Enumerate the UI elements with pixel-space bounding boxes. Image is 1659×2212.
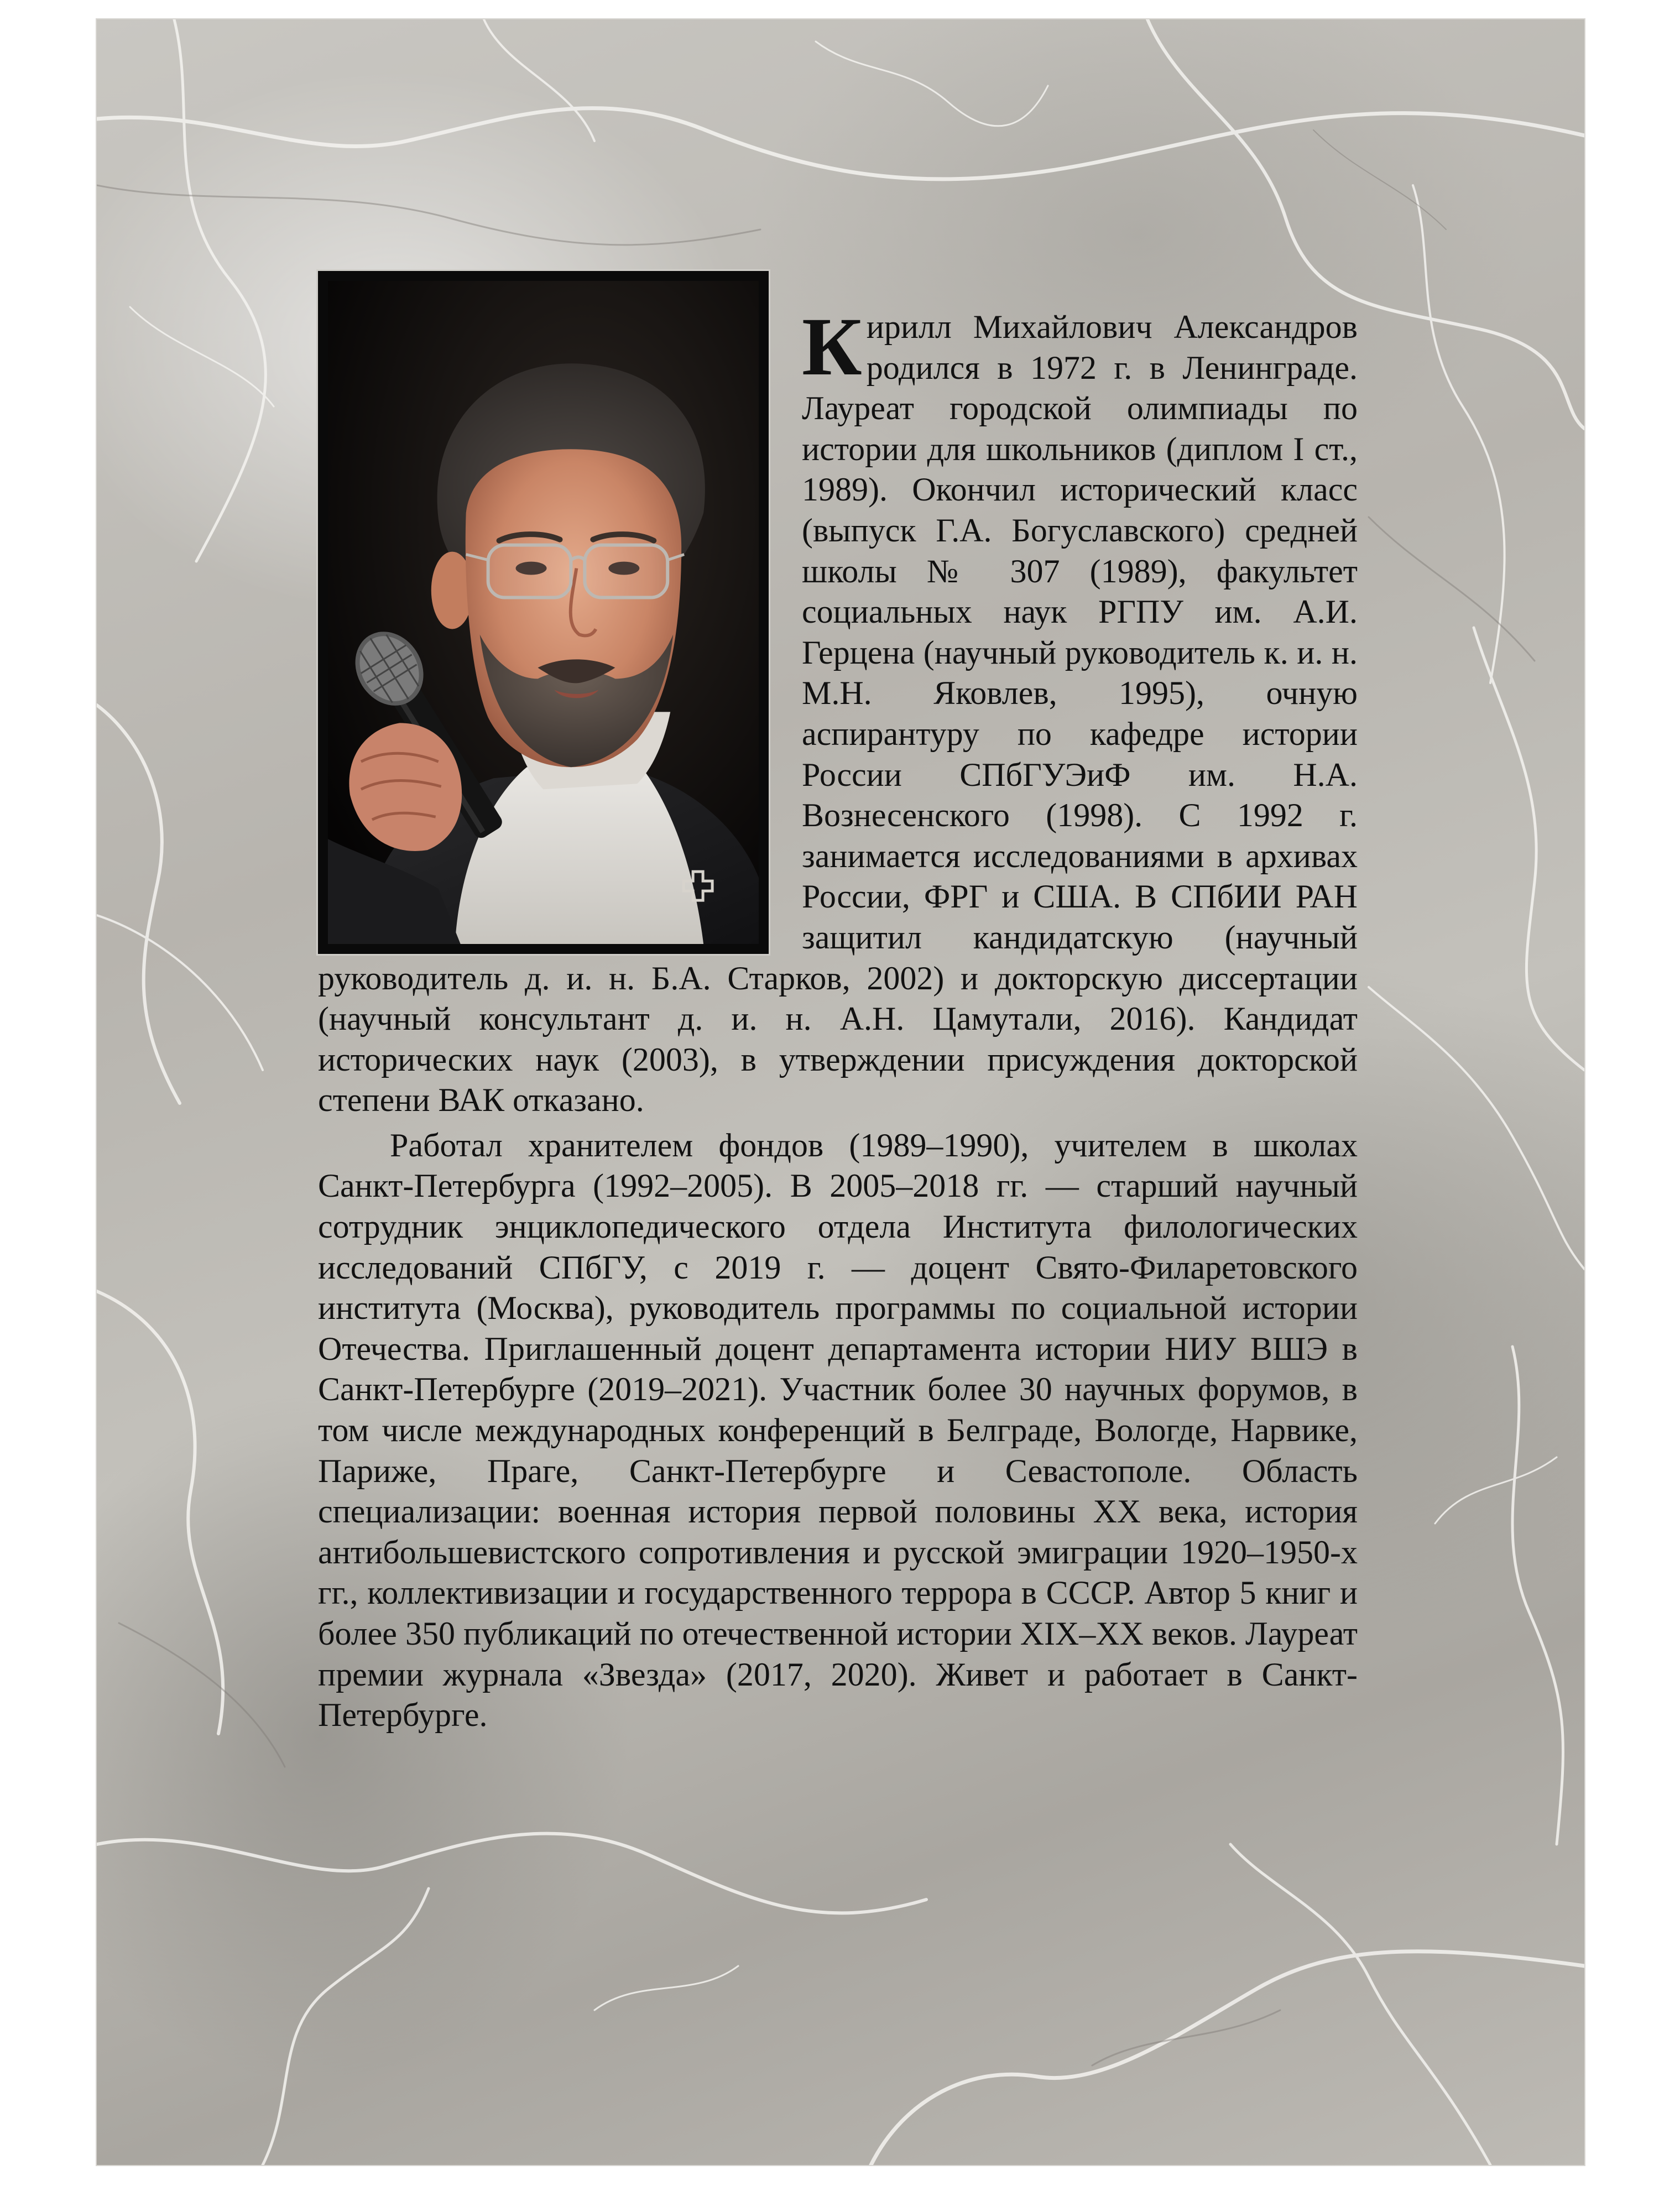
back-cover bbox=[97, 19, 1584, 2165]
bio-paragraph-1-text: ирилл Михайлович Александров родился в 1972 г. в Ленинграде. Лауреат городской олимпиады по истории для школьников (диплом I ст., 1989). Окончил исторический класс (выпуск Г.А. Богуславского) средней школы № 307 (1989), факультет социальных наук РГПУ им. А.И. Герцена (научный руководитель к. и. н. М.Н. Яковлев, 1995), очную аспирантуру по кафедре истории России СПбГУЭиФ им. Н.А. Вознесенского (1998). С 1992 г. занимается исследованиями в архивах России, ФРГ и США. В СПбИИ РАН защитил кандидатскую (научный руководитель д. и. н. Б.А. Старков, 2002) и докторскую диссертации (научный консультант д. и. н. А.Н. Цамутали, 2016). Кандидат исторических наук (2003), в утверждении присуждения докторской степени ВАК отказано. bbox=[318, 309, 1358, 1119]
bio-paragraph-2: Работал хранителем фондов (1989–1990), учителем в школах Санкт-Петербурга (1992–2005). В 2005–2018 гг. — старший научный сотрудник энциклопедического отдела Института филологических исследований СПбГУ, с 2019 г. — доцент Свято-Филаретовского института (Москва), руководитель программы по социальной истории Отечества. Приглашенный доцент департамента истории НИУ ВШЭ в Санкт-Петербурге (2019–2021). Участник более 30 научных форумов, в том числе международных конференций в Белграде, Вологде, Нарвике, Париже, Праге, Санкт-Петербурге и Севастополе. Область специализации: военная история первой половины XX века, история антибольшевистского сопротивления и русской эмиграции 1920–1950-х гг., коллективизации и государственного террора в СССР. Автор 5 книг и более 350 публикаций по отечественной истории XIX–XX веков. Лауреат премии журнала «Звезда» (2017, 2020). Живет и работает в Санкт-Петербурге. bbox=[318, 1126, 1358, 1734]
photo-space bbox=[318, 307, 769, 954]
author-bio bbox=[318, 301, 1358, 1736]
bio-paragraph-1 bbox=[318, 301, 1358, 1121]
drop-cap: К bbox=[802, 301, 862, 393]
